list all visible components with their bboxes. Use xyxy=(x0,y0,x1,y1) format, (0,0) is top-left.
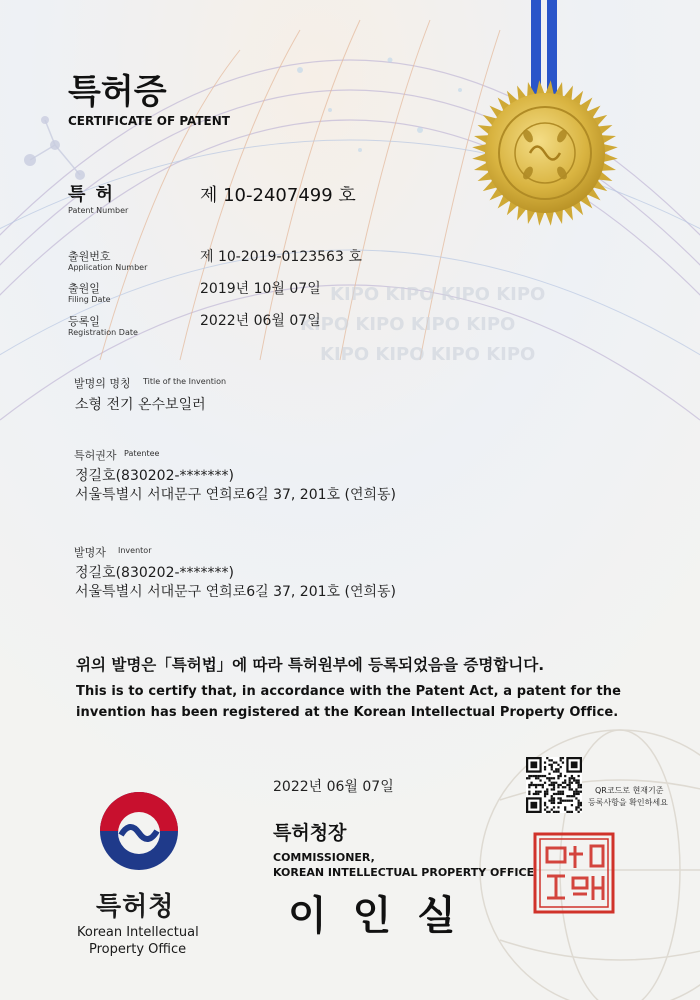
gold-seal xyxy=(470,78,620,228)
certification-statement-en-line1: This is to certify that, in accordance with the Patent Act, a patent for the xyxy=(76,684,622,699)
invention-title-value: 소형 전기 온수보일러 xyxy=(75,397,206,413)
patentee-name: 정길호(830202-*******) xyxy=(75,468,234,484)
patentee-address: 서울특별시 서대문구 연희로6길 37, 201호 (연희동) xyxy=(75,487,396,503)
qr-code[interactable] xyxy=(526,757,582,813)
registration-date-value: 2022년 06월 07일 xyxy=(200,313,321,329)
filing-date-label-en: Filing Date xyxy=(68,295,111,304)
qr-caption-line1: QR코드로 현재기준 xyxy=(595,786,664,795)
inventor-address: 서울특별시 서대문구 연희로6길 37, 201호 (연희동) xyxy=(75,584,396,600)
commissioner-title-en-line2: KOREAN INTELLECTUAL PROPERTY OFFICE xyxy=(273,866,535,879)
patent-number-label-ko: 특 허 xyxy=(68,184,116,205)
certification-statement-ko: 위의 발명은「특허법」에 따라 특허원부에 등록되었음을 증명합니다. xyxy=(76,656,545,674)
filing-date-value: 2019년 10월 07일 xyxy=(200,281,321,297)
patent-number-value: 제 10-2407499 호 xyxy=(200,185,356,206)
application-number-label-en: Application Number xyxy=(68,263,148,272)
certificate-title-en: CERTIFICATE OF PATENT xyxy=(68,114,230,128)
patentee-label-ko: 특허권자 xyxy=(74,449,117,462)
svg-text:KIPO KIPO KIPO KIPO: KIPO KIPO KIPO KIPO xyxy=(320,344,536,365)
invention-title-label-en: Title of the Invention xyxy=(143,377,227,386)
patent-number-label-en: Patent Number xyxy=(68,206,129,215)
registration-date-label-en: Registration Date xyxy=(68,328,138,337)
issue-date: 2022년 06월 07일 xyxy=(273,779,394,795)
commissioner-title-en-line1: COMMISSIONER, xyxy=(273,851,375,864)
kipo-name-en-line1: Korean Intellectual xyxy=(77,925,199,940)
svg-text:KIPO KIPO KIPO KIPO: KIPO KIPO KIPO KIPO xyxy=(300,314,516,335)
commissioner-signature: 이 인 실 xyxy=(288,892,462,939)
filing-date-label-ko: 출원일 xyxy=(68,282,100,295)
inventor-name: 정길호(830202-*******) xyxy=(75,565,234,581)
certificate-title-ko: 특허증 xyxy=(68,72,167,112)
invention-title-label-ko: 발명의 명칭 xyxy=(74,377,131,390)
certification-statement-en-line2: invention has been registered at the Korean Intellectual Property Office. xyxy=(76,705,619,720)
inventor-label-ko: 발명자 xyxy=(74,546,106,559)
inventor-label-en: Inventor xyxy=(118,546,152,555)
patentee-label-en: Patentee xyxy=(124,449,160,458)
application-number-value: 제 10-2019-0123563 호 xyxy=(200,249,362,265)
registration-date-label-ko: 등록일 xyxy=(68,315,100,328)
svg-text:KIPO KIPO KIPO KIPO: KIPO KIPO KIPO KIPO xyxy=(330,284,546,305)
qr-caption-line2: 등록사항을 확인하세요 xyxy=(588,798,668,807)
commissioner-title-ko: 특허청장 xyxy=(273,822,347,844)
kipo-name-en-line2: Property Office xyxy=(89,942,187,957)
kipo-logo-icon xyxy=(98,790,180,872)
kipo-name-ko: 특허청 xyxy=(96,892,175,922)
official-red-stamp xyxy=(533,832,615,914)
application-number-label-ko: 출원번호 xyxy=(68,250,111,263)
